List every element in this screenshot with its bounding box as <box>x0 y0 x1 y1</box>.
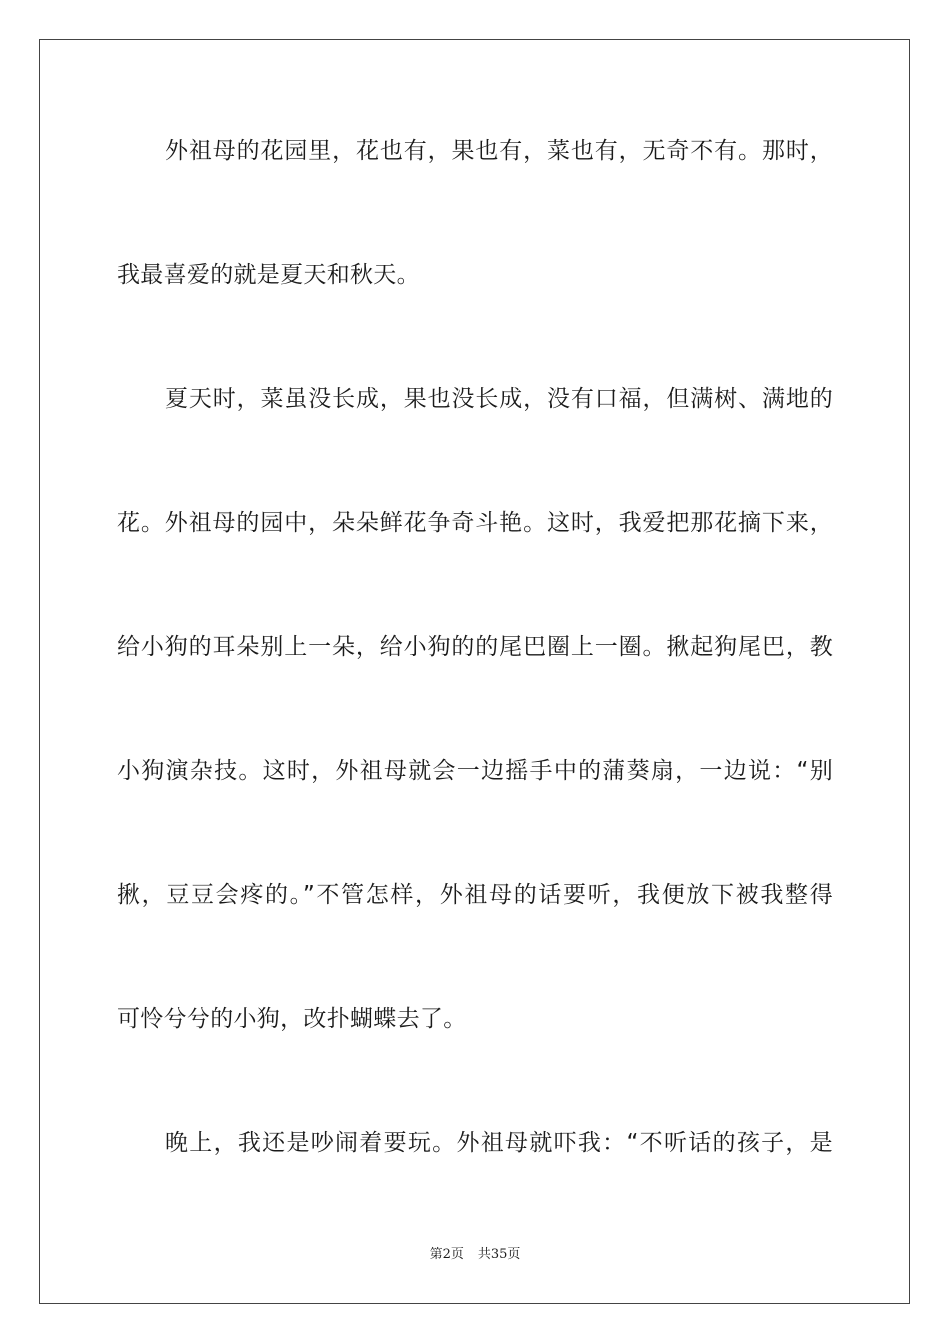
paragraph-2-line-1: 夏天时，菜虽没长成，果也没长成，没有口福，但满树、满地的 <box>165 386 833 412</box>
paragraph-2-line-2: 花。外祖母的园中，朵朵鲜花争奇斗艳。这时，我爱把那花摘下来， <box>117 510 833 536</box>
paragraph-3-line-1: 晚上，我还是吵闹着要玩。外祖母就吓我：“不听话的孩子，是 <box>165 1130 833 1156</box>
paragraph-2-line-6: 可怜兮兮的小狗，改扑蝴蝶去了。 <box>117 1006 467 1032</box>
current-page-label: 第2页 <box>429 1247 464 1262</box>
paragraph-2-line-3: 给小狗的耳朵别上一朵，给小狗的的尾巴圈上一圈。揪起狗尾巴，教 <box>117 634 833 660</box>
page-border <box>39 39 910 1304</box>
paragraph-2-line-5: 揪，豆豆会疼的。”不管怎样，外祖母的话要听，我便放下被我整得 <box>117 882 833 908</box>
paragraph-1-line-2: 我最喜爱的就是夏天和秋天。 <box>117 262 420 288</box>
paragraph-1-line-1: 外祖母的花园里，花也有，果也有，菜也有，无奇不有。那时， <box>165 138 833 164</box>
page-footer <box>0 1246 950 1264</box>
paragraph-2-line-4: 小狗演杂技。这时，外祖母就会一边摇手中的蒲葵扇，一边说：“别 <box>117 758 833 784</box>
total-pages-label: 共35页 <box>477 1247 521 1262</box>
